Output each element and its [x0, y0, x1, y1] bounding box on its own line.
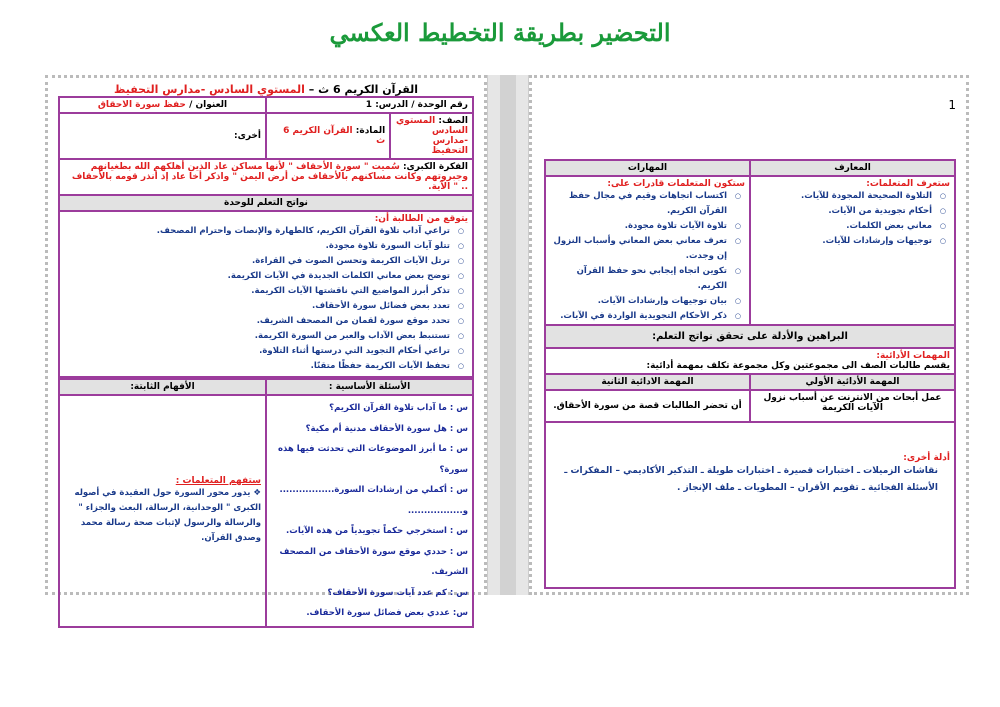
questions-table: [58, 378, 474, 628]
list-item: ○ تحدد موقع سورة لقمان من المصحف الشريف.: [64, 314, 464, 329]
list-item: ○ تلاوة الآيات تلاوة مجودة.: [550, 219, 741, 234]
other-cell: أخرى:: [59, 113, 266, 159]
unit-label: رقم الوحدة / الدرس:: [375, 100, 468, 110]
understanding-value: يدور محور السورة حول العقيدة في أصوله الكبرى " الوحدانية، الرسالة، البعث والجزاء " والرسالة والرسول لإثبات صحة رسالة محمد وصدق القرآن.: [74, 488, 261, 543]
other-evidence-text: نقاشات الزميلات ـ اختبارات قصيرة ـ اختبارات طويلة ـ التذكير الأكاديمي – المفكرات ـ الأسئلة الفجائية ـ تقويم الأقران – المطويات ـ ملف الإنجاز .: [564, 466, 938, 493]
list-item: ○ اكتساب اتجاهات وقيم في مجال حفظ القرآن الكريم.: [550, 189, 741, 219]
list-item: ○ تستنبط بعض الآداب والعبر من السورة الكريمة.: [64, 329, 464, 344]
list-item: ○ تكوين اتجاه إيجابي نحو حفظ القرآن الكريم.: [550, 264, 741, 294]
class-label: الصف:: [438, 116, 468, 126]
understandings-header: الأفهام الثابتة:: [59, 379, 266, 395]
header-level: المستوي السادس -مدارس التحفيظ: [113, 83, 305, 96]
list-item: س : كم عدد آيات سورة الأحقاف؟: [327, 587, 468, 598]
title-value: حفظ سورة الاحقاق: [97, 100, 186, 110]
task2-text: أن تحضر الطالبات قصة من سورة الأحقاق.: [545, 390, 750, 422]
list-item: س : هل سورة الأحقاف مدنية أم مكية؟: [305, 423, 468, 434]
task2-header: المهمة الادائية الثانية: [545, 374, 750, 390]
list-item: ○ تعدد بعض فضائل سورة الأحقاف.: [64, 299, 464, 314]
list-item: س : حددي موقع سورة الأحقاف من المصحف الشريف.: [279, 546, 468, 577]
list-item: ○ تتلو آيات السورة تلاوة مجودة.: [64, 239, 464, 254]
title-label: العنوان /: [189, 100, 228, 110]
list-item: س: عددي بعض فضائل سورة الأحقاف.: [306, 608, 468, 618]
list-item: ○ توضح بعض معاني الكلمات الجديدة في الآيات الكريمة.: [64, 269, 464, 284]
list-item: ○ تراعي آداب تلاوة القرآن الكريم، كالطهارة والإنصات واحترام المصحف.: [64, 224, 464, 239]
list-item: ○ ذكر الأحكام التجويدية الواردة في الآيات.: [550, 309, 741, 324]
list-item: ○ تعرف معاني بعض المعاني وأسباب النزول إن وجدت.: [550, 234, 741, 264]
subject-label: المادة:: [355, 126, 386, 136]
left-page: [45, 75, 487, 618]
skills-list: [550, 189, 745, 324]
questions-list: [271, 398, 468, 624]
task1-header: المهمة الأدائية الأولي: [750, 374, 955, 390]
class-value: المستوي السادس -مدارس التحفيظ: [395, 116, 468, 156]
list-item: س : استخرجي حكماً تجويدياً من هذه الآيات.: [286, 526, 468, 536]
understand-label: ستفهم المتعلمات :: [175, 476, 261, 486]
unit-value: 1: [365, 100, 373, 110]
lesson-table: [58, 96, 474, 378]
gap-bar: [500, 75, 516, 595]
evidence-table: [544, 324, 956, 589]
other-evidence-label: أدلة أخرى:: [903, 453, 950, 463]
list-item: س : ما أبرز الموضوعات التي تحدثت فيها هذه سورة؟: [277, 444, 468, 475]
page-title: التحضير بطريقة التخطيط العكسي: [329, 18, 671, 47]
questions-header: الأسئلة الأساسية :: [266, 379, 473, 395]
list-item: ○ تحفظ الآيات الكريمة حفظًا متقنًا.: [64, 359, 464, 374]
knowledge-header: المعارف: [750, 160, 955, 176]
knowledge-skills-table: [544, 159, 956, 328]
list-item: ○ ترتل الآيات الكريمة وتحسن الصوت في القراءة.: [64, 254, 464, 269]
list-item: س : أكملي من إرشادات السورة................. و.................: [279, 485, 468, 516]
list-item: ○ تراعي أحكام التجويد التي درستها أثناء التلاوة.: [64, 344, 464, 359]
list-item: ○ التلاوة الصحيحة المجودة للآيات.: [755, 189, 946, 204]
outcomes-header: نواتج التعلم للوحدة: [59, 195, 473, 211]
tasks-label: المهمات الأدائية:: [876, 351, 950, 361]
big-idea-label: الفكرة الكبرى:: [402, 162, 468, 172]
list-item: ○ أحكام تجويدية من الآيات.: [755, 204, 946, 219]
list-item: ○ معاني بعض الكلمات.: [755, 219, 946, 234]
page-gap: [487, 75, 529, 595]
list-item: س : ما آداب تلاوة القرآن الكريم؟: [329, 403, 468, 413]
knowledge-list: [755, 189, 950, 249]
big-idea-text: سُميت " سورة الأحقاف " لأنها مساكن عاد الذين أهلكهم الله بطغيانهم وجبروتهم وكانت مساكنهم بالأحقاف من أرض اليمن " واذكر أخا عاد إذ أنذر قومه بالأحقاف .. " الآية.: [71, 162, 468, 192]
task1-text: عمل أبحاث من الانترنت عن أسباب نزول الآيات الكريمة: [750, 390, 955, 422]
outcomes-list: [64, 224, 468, 374]
skills-label: ستكون المتعلمات قادرات على:: [607, 179, 745, 189]
tasks-intro: يقسم طالبات الصف الى مجموعتين وكل مجموعة تكلف بمهمة أدائية:: [646, 361, 950, 371]
subject-value: القرآن الكريم 6 ث: [283, 126, 386, 146]
page-number: 1: [948, 98, 956, 112]
skills-header: المهارات: [545, 160, 750, 176]
left-header: [48, 83, 484, 96]
list-item: ○ توجيهات وإرشادات للآيات.: [755, 234, 946, 249]
understanding-text: ❖ يدور محور السورة حول العقيدة في أصوله الكبرى " الوحدانية، الرسالة، البعث والجزاء " والرسالة والرسول لإثبات صحة رسالة محمد وصدق القرآن.: [74, 488, 261, 543]
evidence-header: البراهين والأدلة على تحقق نواتج التعلم:: [545, 325, 955, 348]
header-subject: القرآن الكريم 6 ث –: [308, 83, 419, 96]
list-item: ○ تذكر أبرز المواضيع التي ناقشتها الآيات الكريمة.: [64, 284, 464, 299]
list-item: ○ بيان توجيهات وإرشادات الآيات.: [550, 294, 741, 309]
knowledge-label: ستعرف المتعلمات:: [866, 179, 950, 189]
expected-label: يتوقع من الطالبة أن:: [374, 214, 468, 224]
right-page: [529, 75, 969, 595]
